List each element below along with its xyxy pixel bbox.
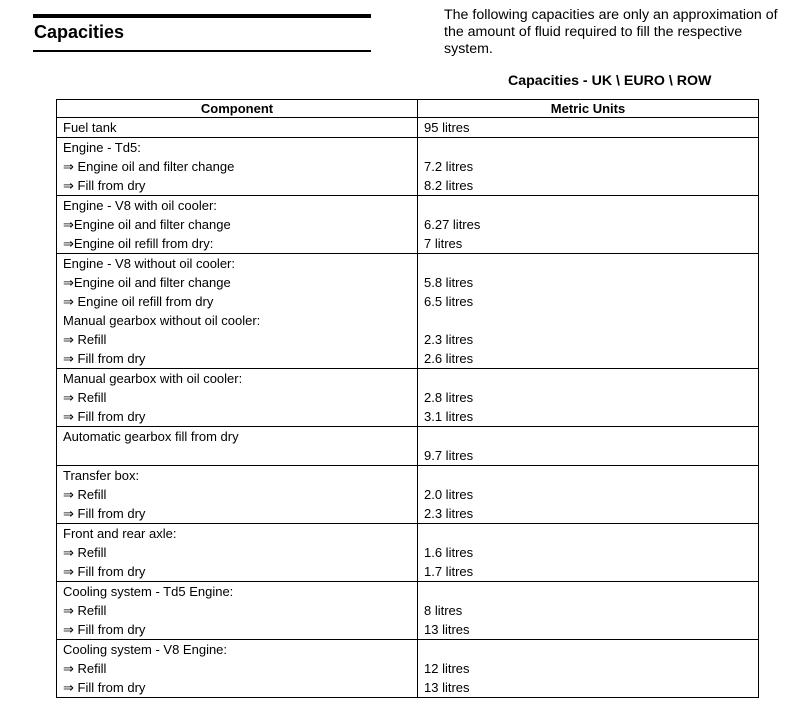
component-cell bbox=[57, 427, 418, 466]
capacity-value: 2.6 litres bbox=[424, 351, 474, 366]
component-cell bbox=[57, 466, 418, 524]
table-row bbox=[57, 196, 759, 254]
table-row bbox=[57, 582, 759, 640]
component-cell bbox=[57, 640, 418, 698]
capacity-value: 8.2 litres bbox=[424, 178, 474, 193]
component-text: Cooling system - V8 Engine: bbox=[63, 642, 228, 657]
capacity-value: 2.0 litres bbox=[424, 487, 474, 502]
metric-units-cell bbox=[418, 196, 759, 254]
component-text: ⇒Engine oil and filter change bbox=[63, 275, 231, 290]
page-title: Capacities bbox=[34, 22, 125, 42]
capacity-value: 13 litres bbox=[424, 622, 470, 637]
component-text: Engine - V8 without oil cooler: bbox=[63, 256, 235, 271]
capacity-value: 6.27 litres bbox=[424, 217, 481, 232]
component-text: Automatic gearbox fill from dry bbox=[63, 429, 239, 444]
metric-units-cell bbox=[418, 582, 759, 640]
metric-units-cell bbox=[418, 118, 759, 138]
component-text: ⇒ Refill bbox=[63, 390, 107, 405]
table-row bbox=[57, 427, 759, 466]
capacity-value: 7 litres bbox=[424, 236, 463, 251]
capacity-value: 1.7 litres bbox=[424, 564, 474, 579]
capacity-value bbox=[424, 196, 752, 215]
component-text: ⇒ Refill bbox=[63, 332, 107, 347]
component-text: Front and rear axle: bbox=[63, 526, 177, 541]
component-text: ⇒ Fill from dry bbox=[63, 506, 146, 521]
component-text: ⇒ Fill from dry bbox=[63, 178, 146, 193]
metric-units-cell bbox=[418, 254, 759, 369]
table-row bbox=[57, 254, 759, 369]
table-row bbox=[57, 466, 759, 524]
capacity-value bbox=[424, 254, 752, 273]
component-text: ⇒Engine oil refill from dry: bbox=[63, 236, 214, 251]
component-text: Transfer box: bbox=[63, 468, 140, 483]
capacities-table bbox=[56, 99, 759, 698]
component-text: Engine - V8 with oil cooler: bbox=[63, 198, 217, 213]
capacity-value: 3.1 litres bbox=[424, 409, 474, 424]
capacity-value: 1.6 litres bbox=[424, 545, 474, 560]
metric-units-cell bbox=[418, 466, 759, 524]
component-cell bbox=[57, 369, 418, 427]
component-text: ⇒ Engine oil and filter change bbox=[63, 159, 235, 174]
capacity-value: 9.7 litres bbox=[424, 448, 474, 463]
capacity-value bbox=[424, 427, 752, 446]
component-text bbox=[63, 446, 411, 465]
component-text: ⇒ Engine oil refill from dry bbox=[63, 294, 214, 309]
component-cell bbox=[57, 196, 418, 254]
heading-rule-top bbox=[33, 14, 371, 18]
table-row bbox=[57, 138, 759, 196]
capacity-value bbox=[424, 369, 752, 388]
capacity-value bbox=[424, 466, 752, 485]
component-text: Engine - Td5: bbox=[63, 140, 141, 155]
component-text: Manual gearbox with oil cooler: bbox=[63, 371, 243, 386]
capacity-value: 7.2 litres bbox=[424, 159, 474, 174]
component-text: Cooling system - Td5 Engine: bbox=[63, 584, 234, 599]
capacity-value: 8 litres bbox=[424, 603, 463, 618]
capacity-value: 12 litres bbox=[424, 661, 470, 676]
metric-units-cell bbox=[418, 427, 759, 466]
table-row bbox=[57, 524, 759, 582]
component-text: ⇒ Fill from dry bbox=[63, 564, 146, 579]
component-text: ⇒ Refill bbox=[63, 545, 107, 560]
table-body bbox=[57, 118, 759, 698]
capacity-value: 2.3 litres bbox=[424, 506, 474, 521]
capacity-value: 5.8 litres bbox=[424, 275, 474, 290]
capacity-value bbox=[424, 138, 752, 157]
capacity-value: 2.3 litres bbox=[424, 332, 474, 347]
component-text: ⇒ Fill from dry bbox=[63, 680, 146, 695]
component-text: ⇒ Refill bbox=[63, 487, 107, 502]
component-cell bbox=[57, 524, 418, 582]
table-row bbox=[57, 640, 759, 698]
capacity-value: 95 litres bbox=[424, 120, 470, 135]
table-caption: Capacities - UK \ EURO \ ROW bbox=[508, 73, 712, 89]
component-text: ⇒ Fill from dry bbox=[63, 409, 146, 424]
metric-units-cell bbox=[418, 640, 759, 698]
header-metric-units: Metric Units bbox=[418, 100, 759, 118]
capacity-value: 2.8 litres bbox=[424, 390, 474, 405]
component-cell bbox=[57, 118, 418, 138]
table-row bbox=[57, 118, 759, 138]
component-text: ⇒Engine oil and filter change bbox=[63, 217, 231, 232]
component-text: ⇒ Refill bbox=[63, 661, 107, 676]
capacity-value: 6.5 litres bbox=[424, 294, 474, 309]
capacity-value bbox=[424, 640, 752, 659]
capacity-value bbox=[424, 524, 752, 543]
table-header-row bbox=[57, 100, 759, 118]
heading-rule-bottom bbox=[33, 50, 371, 52]
component-text: Fuel tank bbox=[63, 120, 117, 135]
component-text: ⇒ Fill from dry bbox=[63, 351, 146, 366]
metric-units-cell bbox=[418, 524, 759, 582]
component-text: ⇒ Refill bbox=[63, 603, 107, 618]
intro-paragraph: The following capacities are only an approximation of the amount of fluid required to fill the respective system. bbox=[444, 7, 778, 57]
capacity-value bbox=[424, 582, 752, 601]
header-component: Component bbox=[57, 100, 418, 118]
table-row bbox=[57, 369, 759, 427]
capacity-value: 13 litres bbox=[424, 680, 470, 695]
component-text: Manual gearbox without oil cooler: bbox=[63, 313, 261, 328]
component-cell bbox=[57, 138, 418, 196]
component-cell bbox=[57, 254, 418, 369]
component-cell bbox=[57, 582, 418, 640]
component-text: ⇒ Fill from dry bbox=[63, 622, 146, 637]
metric-units-cell bbox=[418, 138, 759, 196]
capacity-value bbox=[424, 311, 752, 330]
metric-units-cell bbox=[418, 369, 759, 427]
